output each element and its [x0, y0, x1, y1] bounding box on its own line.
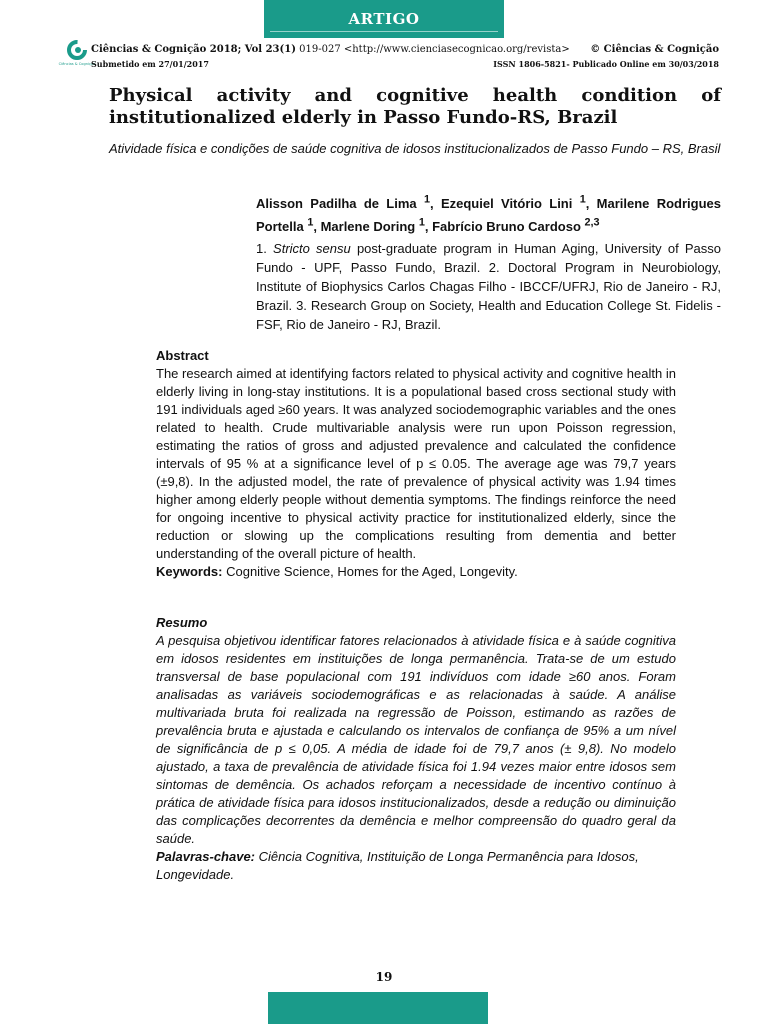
resumo-text: A pesquisa objetivou identificar fatores relacionados à atividade física e à saúde cognitiva em idosos residentes em instituições de longa permanência. Trata-se de um estudo transversal de base populacional com 191 indivíduos com idade ≥60 anos. Foram analisadas as variáveis sociodemográficas e as relacionadas à saúde. A análise multivariada bruta foi realizada na regressão de Poisson, estimando as razões de prevalência bruta e ajustada e calculando os intervalos de confiança de 95% a um nível de significância de p ≤ 0,05. A média de idade foi de 79,7 anos (± 9,8). No modelo ajustado, a taxa de prevalência de atividade física foi 1.94 vezes maior entre idosos sem sintomas de demência. Os achados reforçam a necessidade de incentivo contínuo à prática de atividade física para idosos institucionalizados, desde a redução ou diminuição das complicações decorrentes da demência e melhor compreensão do quadro geral da saúde.: [156, 633, 676, 846]
banner-rule: [270, 31, 498, 32]
page-number: 19: [375, 970, 393, 984]
affiliations: 1. Stricto sensu post-graduate program in Human Aging, University of Passo Fundo - UPF, Passo Fundo, Brazil. 2. Doctoral Program in Neurobiology, Institute of Biophysics Carlos Chagas Filho - IBCCF/UFRJ, Rio de Janeiro - RJ, Brazil. 3. Research Group on Society, Health and Education College St. Fidelis - FSF, Rio de Janeiro - RJ, Brazil.: [256, 241, 721, 332]
section-banner: [264, 0, 504, 38]
submitted-date: Submetido em 27/01/2017: [91, 59, 209, 69]
author-list: [256, 191, 721, 236]
article-title: Physical activity and cognitive health condition of institutionalized elderly in Passo Fundo-RS, Brazil: [109, 85, 721, 128]
author: Ezequiel Vitório Lini $^1$,: [440, 194, 597, 212]
article-subtitle: Atividade física e condições de saúde cognitiva de idosos institucionalizados de Passo Fundo – RS, Brasil: [109, 141, 721, 156]
resumo-heading: Resumo: [156, 615, 208, 630]
svg-text:Ciências & Cognição: Ciências & Cognição: [58, 62, 96, 66]
abstract-keywords: Keywords: Cognitive Science, Homes for the Aged, Longevity.: [156, 564, 518, 579]
resumo-section: [156, 614, 676, 884]
author: Marilene Rodrigues Portella $^1$,: [256, 196, 721, 234]
journal-header: [91, 44, 719, 55]
author: Marlene Doring $^1$,: [320, 216, 433, 234]
journal-citation: Ciências & Cognição 2018; Vol 23(1) 019-027 <http://www.cienciasecognicao.org/revista>: [91, 44, 570, 55]
section-tag: ARTIGO: [348, 10, 420, 28]
journal-subheader: [91, 59, 719, 69]
abstract-section: [156, 347, 676, 581]
author: Fabrício Bruno Cardoso $^{2,3}$: [432, 216, 600, 234]
issn: ISSN 1806-5821- Publicado Online em 30/03/2018: [493, 59, 719, 69]
journal-logo-icon: [58, 40, 96, 74]
author: Alisson Padilha de Lima $^1$,: [256, 194, 441, 212]
resumo-keywords: Palavras-chave: Ciência Cognitiva, Instituição de Longa Permanência para Idosos, Longevidade.: [156, 849, 639, 882]
abstract-heading: Abstract: [156, 348, 209, 363]
footer-bar: [268, 992, 488, 1024]
abstract-text: The research aimed at identifying factors related to physical activity and cognitive health in elderly living in long-stay institutions. It is a populational based cross sectional study with 191 individuals aged ≥60 years. It was analyzed sociodemographic variables and the ones related to health. Crude multivariable analysis were run upon Poisson regression, estimating the ratios of gross and adjusted prevalence and calculated the confidence intervals of 95 % at a significance level of p ≤ 0.05. The average age was 79,7 years (±9,8). In the adjusted model, the rate of prevalence of physical activity was 1.94 times higher among elderly people without dementia symptoms. The findings reinforce the need for ongoing incentive to physical activity practice for institutionalized elderly, since the reduction or slowing up the complications resulting from dementia and better understanding of the overall picture of health.: [156, 366, 676, 561]
copyright: © Ciências & Cognição: [590, 44, 719, 55]
